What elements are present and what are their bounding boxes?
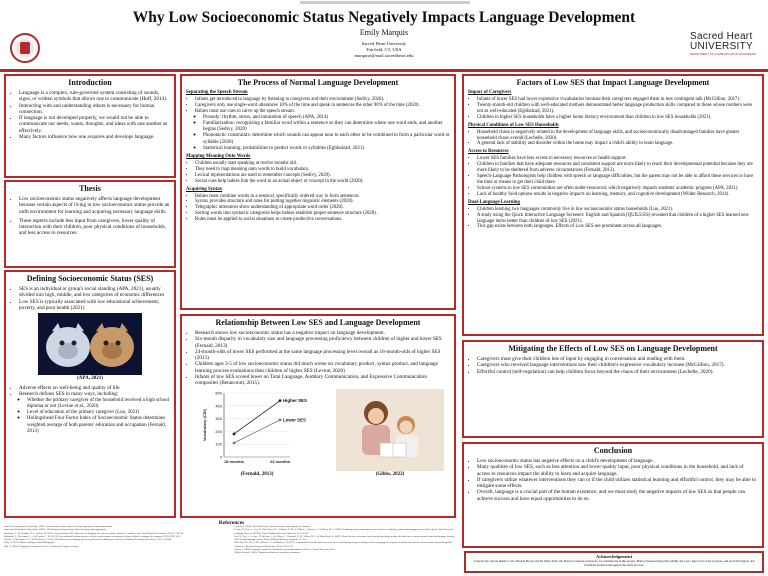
list-item: • Household chaos is negatively related to the development of language skills, and socioeconomically disadvantaged families have greater household chaos overall (Lechelle, 2020).	[477, 130, 758, 142]
y-tick-label: 100	[215, 441, 222, 447]
list-item: • Many factors influence how one acquires and develops language.	[19, 134, 170, 140]
list-item: • Children learning two languages commonly live in low socioeconomic status households (Luo, 2021).	[477, 207, 758, 213]
list-item: • Research defines SES in many ways, including:	[19, 391, 170, 397]
chart-caption: (Fernald, 2013)	[240, 471, 274, 477]
reference-entry: Fernald, A., Marchman, V. A., & Weisleder, A. (2013). SES differences in language processing skill and vocabulary are evident at 18 months. Developmental Science, 16(2), 234-248.	[4, 539, 172, 542]
list-item: • Infants get introduced to language by listening to caregivers and their environment (Sedivy, 2020).	[195, 97, 450, 103]
process-sublist	[195, 115, 450, 152]
ses-panel	[4, 270, 176, 518]
list-item: • This gap exists between both languages. Effects of Low SES are prominent across all languages.	[477, 224, 758, 230]
list-item: • Language is a complex, rule-governed system consisting of sounds, signs, or written symbols that allows one to communicate (Hoff, 2014).	[19, 90, 170, 103]
list-item: • Infants of lower SES had lower expressive vocabularies because their caregivers engaged them in less contingent talk (McGillion, 2017).	[477, 97, 758, 103]
subsection-heading: Access to Resources	[468, 149, 509, 155]
list-item: • A study using the Quick Interactive Language Screener: English and Spanish (QUILS:ES) revealed that children of a higher SES learned new language items better than children of low SES (2021).	[477, 213, 758, 225]
list-item: • Overall, language is a crucial part of the human existence, and we must study the negative impacts of low SES so that people can achieve success and have equal opportunities to do so.	[477, 489, 758, 502]
poster-title: Why Low Socioeconomic Status Negatively Impacts Language Development	[132, 9, 636, 26]
y-tick-label: 200	[215, 428, 222, 434]
section-title: Factors of Low SES that Impact Language Development	[516, 78, 710, 87]
reference-entry: American Psychological Association. (2014). APA dictionary of psychology. https://dictionary.apa.org/prosody	[4, 529, 106, 532]
series-label: Lower SES	[283, 417, 306, 423]
relationship-panel	[180, 314, 456, 518]
list-item: • Children usually start speaking at twelve months old.	[195, 161, 450, 167]
ses-sublist	[19, 398, 170, 435]
process-panel	[180, 74, 456, 310]
affiliation-line: Sacred Heart University	[361, 41, 407, 46]
reference-entry: Eghbalzad, L., Deocampo, J. A., & Conway, C. M. (2021). How statistical learning interacts with the socioeconomic environment to shape children's language development. PLOS ONE, 16(1).	[4, 535, 181, 538]
introduction-list	[10, 90, 170, 140]
reference-entry: Lechelle, P. (2020). Household chaos, effortful control, and language development.	[234, 526, 311, 528]
subsection-heading: Dual-Language Learning	[468, 199, 520, 205]
factors-list	[468, 130, 758, 148]
list-item: • Rules must be applied to social situations to create productive conversations.	[195, 217, 450, 223]
list-item: • Babies must use cues to carve up the speech stream.	[195, 109, 450, 115]
list-item: • If caregivers utilize whatever interventions they can or if the child utilizes statistical learning and effortful control, they may be able to mitigate some effects.	[477, 477, 758, 490]
process-list	[186, 194, 450, 224]
section-title: Conclusion	[593, 446, 633, 455]
university-logo	[690, 32, 762, 60]
piggy-bank-image	[38, 313, 142, 375]
y-tick-label: 0	[219, 454, 222, 460]
data-point	[233, 432, 236, 435]
list-item: ◦ Level of education of the primary caregiver (Luo, 2021)	[27, 410, 170, 416]
y-tick-label: 500	[215, 390, 222, 396]
affiliation-line: marquise@mail.sacredheart.edu	[354, 53, 414, 58]
list-item: • Children ages 3-5 of low socioeconomic status did much worse on vocabulary product, syntax product, and language learning process evaluations than children of higher SES (Levine, 2020)	[195, 361, 450, 374]
subsection-heading: Separating the Speech Stream	[186, 90, 248, 95]
affiliation-line: Fairfield, CT, USA	[366, 47, 402, 52]
list-item: • SES is an individual or group's social standing (APA, 2021), usually divided into high, middle, and low categories of economic differences	[19, 286, 170, 299]
acknowledgement-panel	[464, 551, 764, 573]
reference-entry: Sedivy, J. (2020). Language in mind: An introduction to psycholinguistics (2nd ed.). Oxford University Press.	[234, 549, 336, 552]
x-tick-label: 24 months	[269, 458, 291, 464]
factors-list	[468, 207, 758, 231]
list-item: • Lower SES families have less access to necessary resources or health support.	[477, 156, 758, 162]
section-title: Acknowledgement	[595, 554, 633, 559]
list-item: • Low socioeconomic status negatively affects language development because certain aspects of living in low socioeconomic status provide an unfit environment for learning and acquiring necessary language skills.	[19, 196, 170, 215]
data-point	[279, 399, 282, 402]
list-item: • Social cues help babies link the word to an actual object or concept in the world (2020).	[195, 179, 450, 185]
list-item: • Adverse effects on well-being and quality of life	[19, 385, 170, 391]
list-item: • Lexical representations are used to remember concepts (Sedivy, 2020).	[195, 173, 450, 179]
list-item: • If language is not developed properly, we would not be able to communicate our needs, wants, thoughts, and ideas with one another as effectively.	[19, 115, 170, 134]
list-item: • Many qualities of low SES, such as less attention and lower quality input, poor physical conditions in the household, and lack of access to resources impact the ability to learn and acquire language.	[477, 464, 758, 477]
mitigating-list	[468, 356, 758, 375]
section-title: Thesis	[79, 184, 101, 193]
list-item: • Low socioeconomic status has negative effects on a child's development of language.	[477, 458, 758, 464]
list-item: • School systems in low SES communities are often under-resourced, which negatively impacts students' academic progress (APA, 2021).	[477, 186, 758, 192]
poster-header	[0, 0, 768, 70]
data-point	[233, 441, 236, 444]
reference-entry: Gibbs, J. (2022). Mother reading to child [Photograph].	[4, 542, 55, 545]
list-item: • Research shows low socioeconomic status has a negative impact on language development.	[195, 330, 450, 336]
ses-image-area	[10, 313, 170, 383]
introduction-panel	[4, 74, 176, 178]
image-caption: (APA, 2021)	[77, 376, 103, 382]
list-item: • Caregivers only use single-word utterances 10% of the time and speak in sentences the other 90% of the time (2020).	[195, 103, 450, 109]
reference-entry: Luo, R., Pace, A., Levine, D., Iglesias, A., de Villiers, J., Golinkoff, R. M., Wilson, M. S., & Hirsh-Pasek, K. (2021). Home literacy environment and existing knowledge mediate the link between socioeconomic status and language learning skills in dual language learners. Early Childhood Research Quarterly, 55, 1-14.	[234, 535, 455, 542]
relationship-list	[186, 330, 450, 387]
list-item: • Caregivers who received language interventions saw their children's expressive vocabulary increase (McGillion, 2017).	[477, 362, 758, 368]
mother-reading-photo	[336, 389, 444, 471]
data-point	[279, 418, 282, 421]
reference-entry: Hoff, E. (2014). Language development (5th ed.). Wadsworth Cengage Learning.	[4, 545, 79, 548]
relationship-figures	[186, 389, 450, 481]
list-item: • Speech-Language Pathologists help children with speech or language difficulties, but the parent may not be able to afford these services or have the time or means to get their child there.	[477, 174, 758, 186]
reference-entry: McGillion, M., Pine, J. M., Herbert, J. S., & Matthews, D. (2017). A randomised controlled trial to test the effect of promoting caregiver contingent talk on language development in infants from diverse socioeconomic status backgrounds. Journal of Child Psychology and Psychiatry, 58(10), 1122-1131.	[234, 542, 453, 548]
list-item: • A general lack of stability and disorder within the home may impact a child's ability to learn language.	[477, 141, 758, 147]
list-item: • Infants of low SES scored lower on Total Language, Auditory Communication, and Expressive Communication composites (Betancourt, 2015).	[195, 374, 450, 387]
reference-entry: American Psychological Association. (2021). Socioeconomic status. https://www.apa.org/topics/socioeconomic-status	[4, 526, 113, 528]
reference-entry: Levine, D., Pace, A., Luo, R., Hirsh-Pasek, K., Golinkoff, R. M., de Villiers, J., Iglesias, A., & Wilson, M. S. (2020). Evaluating socioeconomic gaps in preschoolers' vocabulary, syntax and language process skills with the Quick Interactive Language Screener (QUILS). Early Childhood Research Quarterly, 50, 114-128.	[234, 529, 455, 535]
list-item: ◦ Familiarization: recognizing a familiar word within a sentence so they can determine where one word ends, and another begins (Sedivy, 2020)	[203, 121, 450, 133]
author-name: Emily Marquis	[359, 28, 409, 37]
list-item: • Interacting with and understanding others is necessary for human connection.	[19, 103, 170, 116]
factors-panel	[462, 74, 764, 336]
subsection-heading: Mapping Meaning Onto Words	[186, 153, 251, 159]
list-item: • They need to map meaning onto words to build vocabulary.	[195, 167, 450, 173]
ses-list-2	[10, 385, 170, 435]
subsection-heading: Physical Conditions of Low SES Households	[468, 122, 559, 128]
list-item: • Twenty-month-old children with well-educated mothers demonstrated better language production skills compared to those whose mothers were not as well-educated (Eghbalzad, 2021).	[477, 103, 758, 115]
section-title: Mitigating the Effects of Low SES on Language Development	[508, 344, 718, 353]
y-tick-label: 400	[215, 402, 222, 408]
list-item: ◦ Hollingshead Four Factor Index of Socioeconomic Status determines weighted average of both parents' education and occupation (Fernald, 2013)	[27, 416, 170, 435]
logo-text: Sacred Heart	[690, 31, 753, 42]
list-item: • Effortful control (self-regulation) can help children focus beyond the chaos of their environment (Lechelle, 2020).	[477, 369, 758, 375]
acknowledgement-text: I express my sincere thanks to Dr. Amanda Moore and Dr. Mark Jareb, my Honors Capstone professors, for assisting me in this project. Both professors helped me solidify my topic, kept track of my progress, and provided support and beneficial feedback throughout the entire process.	[473, 559, 755, 567]
y-axis-label: Vocabulary (CDI)	[202, 408, 207, 441]
list-item: • Children in families that have adequate resources and consistent support are more likely to reach their developmental potential because they are more likely to be sheltered from adverse circumstances (Fernald, 2013).	[477, 162, 758, 174]
list-item: • Babies must combine words in a sensical, specifically ordered way to form sentences.	[195, 194, 450, 200]
mitigating-panel	[462, 340, 764, 438]
header-divider	[0, 69, 768, 72]
photo-caption: (Gibbs, 2022)	[375, 471, 405, 477]
ses-list	[10, 286, 170, 311]
x-tick-label: 18 months	[223, 458, 245, 464]
references-column	[235, 526, 460, 556]
y-tick-label: 300	[215, 415, 222, 421]
process-list	[186, 161, 450, 185]
conclusion-panel	[462, 442, 764, 548]
section-title: References	[218, 520, 245, 526]
list-item: • Telegraphic utterances show understanding of appropriate word order (2020).	[195, 205, 450, 211]
section-title: Introduction	[68, 78, 112, 87]
factors-list	[468, 156, 758, 197]
list-item: • Lack of healthy food options results in negative impacts on learning, memory, and cognitive development (Wilder Research, 2014).	[477, 192, 758, 198]
conclusion-list	[468, 458, 758, 502]
references-section	[4, 520, 459, 572]
list-item: • Caregivers must give their children lots of input by engaging in conversation and reading with them.	[477, 356, 758, 362]
piggy-banks-icon	[38, 313, 142, 375]
list-item: • Syntax provides structure and rules for putting together linguistic elements (2020).	[195, 199, 450, 205]
section-title: Relationship Between Low SES and Language Development	[215, 318, 421, 327]
subsection-heading: Acquiring Syntax	[186, 186, 223, 192]
reference-entry: Betancourt, L. M., Brodsky, N. L., & Hurt, H. (2015). Socioeconomic (SES) differences in language are evident in female infants at 7 months of age. Early Human Development, 91(12), 719-724.	[4, 532, 184, 535]
list-item: • Children in higher SES households have a higher home literacy environment than children in low SES households (2021).	[477, 115, 758, 121]
series-label: Higher SES	[283, 397, 307, 403]
affiliation	[0, 41, 768, 59]
list-item: ◦ Whether the primary caregiver of the household received a high school diploma or not (Levine et al., 2020)	[27, 398, 170, 410]
vocabulary-line-chart	[194, 389, 320, 471]
thesis-list	[10, 196, 170, 237]
section-title: Defining Socioeconomic Status (SES)	[26, 274, 154, 283]
list-item: • 24-month-olds of lower SES performed at the same language processing level overall as 18-month-olds of higher SES (2013)	[195, 349, 450, 362]
references-column	[4, 526, 229, 556]
reading-photo-icon	[336, 389, 444, 471]
list-item: ◦ Statistical learning: probabilities to predict words or syllables (Eghbalzad, 2021)	[203, 146, 450, 152]
logo-text: UNIVERSITY	[690, 41, 754, 52]
subsection-heading: Impact of Caregivers	[468, 90, 512, 95]
list-item: • These aspects include less input from caregivers, lower quality of interaction with their children, poor physical conditions of households, and less access to resources.	[19, 218, 170, 237]
reference-entry: Wilder Research. (2014). Nutrition and students' academic performance.	[234, 552, 302, 555]
list-item: • Six-month disparity in vocabulary size and language processing proficiency between children of higher and lower SES (Fernald, 2013)	[195, 336, 450, 349]
references-columns	[4, 526, 459, 556]
logo-subtext: DEPARTMENT OF COMMUNICATION DISORDERS	[690, 52, 756, 56]
top-divider	[300, 1, 470, 4]
thesis-panel	[4, 180, 176, 268]
list-item: ◦ Prosody: rhythm, stress, and intonation of speech (APA, 2014)	[203, 115, 450, 121]
list-item: ◦ Phonotactic constraints: determine which sounds can appear near to each other or be combined to form a particular word or syllable (2020)	[203, 133, 450, 145]
factors-list	[468, 97, 758, 121]
list-item: • Low SES is typically associated with low educational achievement, poverty, and poor health (2021)	[19, 299, 170, 312]
list-item: • Sorting words into syntactic categories helps babies establish proper sentence structure (2020).	[195, 211, 450, 217]
process-list	[186, 97, 450, 152]
section-title: The Process of Normal Language Development	[237, 78, 399, 87]
